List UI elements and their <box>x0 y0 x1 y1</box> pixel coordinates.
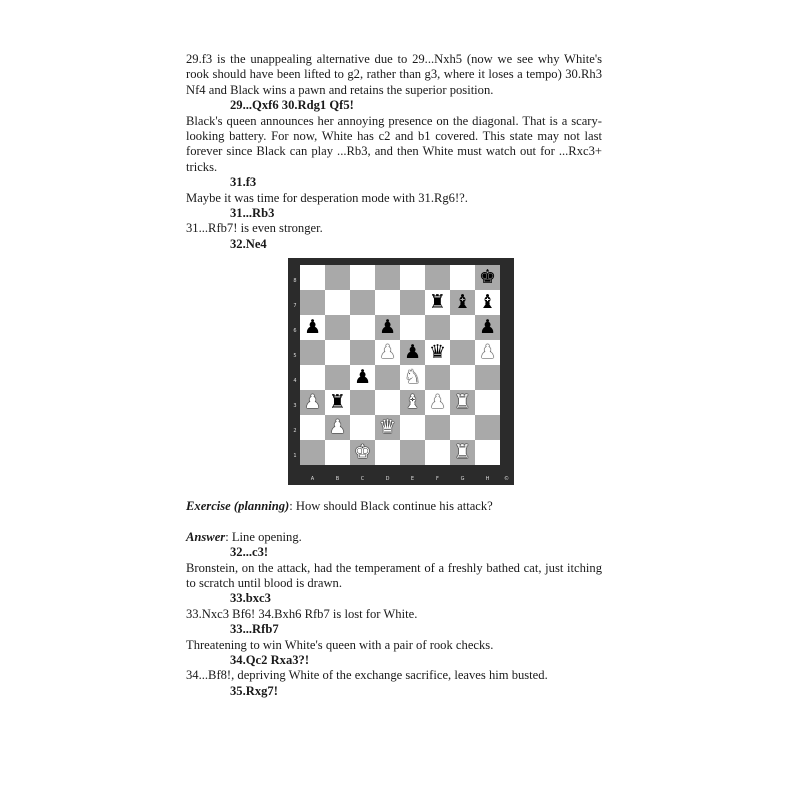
move-line: 34.Qc2 Rxa3?! <box>230 652 310 667</box>
square-g6 <box>450 315 475 340</box>
square-f7 <box>425 290 450 315</box>
file-label: F <box>436 476 439 483</box>
square-g5 <box>450 340 475 365</box>
square-b7 <box>325 290 350 315</box>
answer-line <box>186 530 602 545</box>
black-rook-icon: ♜ <box>428 291 447 314</box>
black-king-icon: ♚ <box>478 266 497 289</box>
square-f6 <box>425 315 450 340</box>
square-c4 <box>350 365 375 390</box>
black-queen-icon: ♛ <box>428 341 447 364</box>
black-bishop-icon: ♝ <box>453 291 472 314</box>
file-label: B <box>335 476 340 483</box>
white-knight-icon: ♞ <box>403 366 422 389</box>
black-rook-icon: ♜ <box>328 391 347 414</box>
square-g2 <box>450 415 475 440</box>
square-d3 <box>375 390 400 415</box>
square-a8 <box>300 265 325 290</box>
answer-text: : Line opening. <box>225 529 302 544</box>
square-c5 <box>350 340 375 365</box>
square-f1 <box>425 440 450 465</box>
square-h3 <box>475 390 500 415</box>
square-h4 <box>475 365 500 390</box>
square-h6 <box>475 315 500 340</box>
move-line: 31.f3 <box>230 175 257 190</box>
rank-label: 5 <box>293 353 297 360</box>
white-queen-icon: ♛ <box>378 416 397 439</box>
white-bishop-icon: ♝ <box>403 391 422 414</box>
file-label: E <box>410 476 415 483</box>
square-h1 <box>475 440 500 465</box>
copyright-mark: © <box>504 476 509 483</box>
move-line: 31...Rb3 <box>230 206 275 221</box>
square-f5 <box>425 340 450 365</box>
square-g7 <box>450 290 475 315</box>
rank-label: 8 <box>293 278 297 285</box>
move-line: 33...Rfb7 <box>230 622 279 637</box>
paragraph: Black's queen announces her annoying presence on the diagonal. That is a scary-looking battery. For now, White has c2 and b1 covered. This state may not last forever since Black can play ...Rb3, and then White must watch out for ...Rxc3+ tricks. <box>186 113 602 174</box>
exercise-label: Exercise (planning) <box>186 499 290 514</box>
square-h7 <box>475 290 500 315</box>
move-line: 29...Qxf6 30.Rdg1 Qf5! <box>230 98 354 113</box>
move-line: 32.Ne4 <box>230 236 267 251</box>
file-label: G <box>460 476 465 483</box>
white-rook-icon: ♜ <box>453 441 472 464</box>
book-page <box>186 52 602 699</box>
rank-label: 3 <box>293 403 297 410</box>
black-bishop-icon: ♝ <box>478 291 497 314</box>
paragraph: Bronstein, on the attack, had the temperament of a freshly bathed cat, just itching to scratch until blood is drawn. <box>186 560 602 590</box>
square-a7 <box>300 290 325 315</box>
square-b2 <box>325 415 350 440</box>
square-c6 <box>350 315 375 340</box>
square-c2 <box>350 415 375 440</box>
answer-label: Answer <box>186 529 226 544</box>
square-b5 <box>325 340 350 365</box>
square-d7 <box>375 290 400 315</box>
square-h2 <box>475 415 500 440</box>
square-f2 <box>425 415 450 440</box>
square-h8 <box>475 265 500 290</box>
square-c7 <box>350 290 375 315</box>
white-rook-icon: ♜ <box>453 391 472 414</box>
square-g3 <box>450 390 475 415</box>
rank-label: 4 <box>293 378 297 385</box>
black-pawn-icon: ♟ <box>403 341 422 364</box>
paragraph: 31...Rfb7! is even stronger. <box>186 221 323 236</box>
move-line: 33.bxc3 <box>230 591 271 606</box>
square-e6 <box>400 315 425 340</box>
black-pawn-icon: ♟ <box>353 366 372 389</box>
square-g1 <box>450 440 475 465</box>
square-b4 <box>325 365 350 390</box>
square-c1 <box>350 440 375 465</box>
square-e7 <box>400 290 425 315</box>
square-f4 <box>425 365 450 390</box>
rank-label: 2 <box>293 428 297 435</box>
paragraph: 34...Bf8!, depriving White of the exchange sacrifice, leaves him busted. <box>186 668 548 683</box>
black-pawn-icon: ♟ <box>378 316 397 339</box>
square-a3 <box>300 390 325 415</box>
white-pawn-icon: ♟ <box>303 391 322 414</box>
file-label: A <box>310 476 315 483</box>
move-line: 32...c3! <box>230 545 269 560</box>
square-e5 <box>400 340 425 365</box>
square-a5 <box>300 340 325 365</box>
square-b1 <box>325 440 350 465</box>
square-d2 <box>375 415 400 440</box>
square-d4 <box>375 365 400 390</box>
file-label: D <box>385 476 390 483</box>
square-f8 <box>425 265 450 290</box>
square-g8 <box>450 265 475 290</box>
square-a1 <box>300 440 325 465</box>
rank-label: 7 <box>293 303 297 310</box>
square-b3 <box>325 390 350 415</box>
chess-diagram <box>288 258 514 485</box>
white-pawn-icon: ♟ <box>378 341 397 364</box>
white-pawn-icon: ♟ <box>478 341 497 364</box>
square-a6 <box>300 315 325 340</box>
square-f3 <box>425 390 450 415</box>
file-label: H <box>485 476 490 483</box>
square-c3 <box>350 390 375 415</box>
paragraph: 29.f3 is the unappealing alternative due to 29...Nxh5 (now we see why White's rook should have been lifted to g2, rather than g3, where it loses a tempo) 30.Rh3 Nf4 and Black wins a pawn and retains the superior position. <box>186 52 602 97</box>
white-pawn-icon: ♟ <box>328 416 347 439</box>
paragraph: Maybe it was time for desperation mode with 31.Rg6!?. <box>186 190 468 205</box>
square-d8 <box>375 265 400 290</box>
square-e4 <box>400 365 425 390</box>
square-c8 <box>350 265 375 290</box>
square-e8 <box>400 265 425 290</box>
black-pawn-icon: ♟ <box>478 316 497 339</box>
paragraph: 33.Nxc3 Bf6! 34.Bxh6 Rfb7 is lost for White. <box>186 606 418 621</box>
square-e1 <box>400 440 425 465</box>
white-king-icon: ♚ <box>353 441 372 464</box>
square-b8 <box>325 265 350 290</box>
black-pawn-icon: ♟ <box>303 316 322 339</box>
exercise-text: : How should Black continue his attack? <box>289 499 493 514</box>
paragraph: Threatening to win White's queen with a pair of rook checks. <box>186 637 494 652</box>
square-b6 <box>325 315 350 340</box>
square-d6 <box>375 315 400 340</box>
square-h5 <box>475 340 500 365</box>
move-line: 35.Rxg7! <box>230 683 278 698</box>
square-a4 <box>300 365 325 390</box>
white-pawn-icon: ♟ <box>428 391 447 414</box>
square-d1 <box>375 440 400 465</box>
exercise-line <box>186 499 602 514</box>
square-g4 <box>450 365 475 390</box>
square-e2 <box>400 415 425 440</box>
file-label: C <box>360 476 365 483</box>
rank-label: 1 <box>293 453 297 460</box>
rank-label: 6 <box>293 328 297 335</box>
square-d5 <box>375 340 400 365</box>
square-a2 <box>300 415 325 440</box>
chess-board <box>300 265 500 465</box>
square-e3 <box>400 390 425 415</box>
